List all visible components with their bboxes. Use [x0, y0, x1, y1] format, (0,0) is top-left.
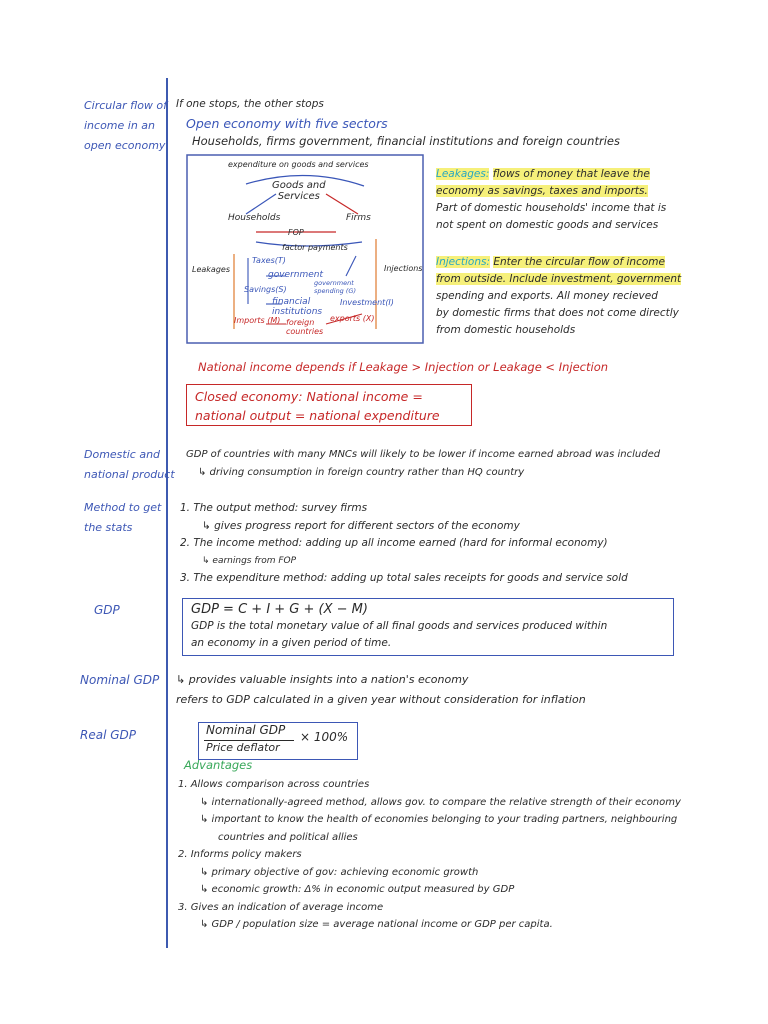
method-line: ↳ earnings from FOP [202, 555, 297, 566]
note-line: from domestic households [436, 324, 576, 336]
methods-list [180, 500, 628, 588]
note-line: Enter the circular flow of income [493, 256, 665, 268]
diagram-firms: Firms [346, 213, 371, 223]
domestic-notes [186, 446, 660, 482]
national-income-line: National income depends if Leakage > Injection or Leakage < Injection [198, 360, 609, 374]
closed-economy-box [186, 384, 472, 426]
advantage-line: 3. Gives an indication of average income [178, 901, 384, 913]
diagram-text: institutions [272, 307, 323, 317]
diagram-taxes: Taxes(T) [252, 256, 286, 265]
diagram-text: spending (G) [314, 287, 356, 295]
sidebar-text: income in an [84, 119, 156, 132]
advantage-line: 1. Allows comparison across countries [178, 779, 370, 790]
nominal-line: ↳ provides valuable insights into a nation's economy [176, 673, 469, 686]
diagram-foreign [286, 318, 323, 336]
leakages-title: Leakages: [436, 168, 490, 180]
diagram-imports: Imports (M) [234, 316, 281, 325]
intro-line: If one stops, the other stops [176, 98, 324, 110]
diagram-exports: exports (X) [330, 314, 375, 323]
sidebar-text: national product [84, 468, 175, 481]
advantage-line: ↳ GDP / population size = average national income or GDP per capita. [200, 919, 553, 930]
diagram-goods [272, 180, 326, 202]
diagram-savings: Savings(S) [244, 285, 287, 294]
advantages-list [178, 776, 681, 934]
diagram-text: government [314, 279, 354, 287]
gdp-formula: GDP = C + I + G + (X − M) [191, 602, 368, 617]
gdp-definition-box [182, 598, 674, 656]
arrow [326, 194, 358, 214]
advantage-line: ↳ important to know the health of economies belonging to your trading partners, neighbouring [200, 814, 678, 825]
note-line: flows of money that leave the [492, 168, 650, 180]
advantages-title: Advantages [184, 758, 253, 772]
note-line: by domestic firms that does not come directly [436, 307, 679, 319]
method-line: 1. The output method: survey firms [180, 502, 368, 514]
gdp-definition-line: an economy in a given period of time. [191, 637, 392, 649]
diagram-text: Services [277, 191, 320, 202]
sidebar-text: Circular flow of [84, 99, 168, 112]
diagram-expenditure: expenditure on goods and services [228, 160, 369, 169]
real-gdp-numerator: Nominal GDP [206, 723, 286, 737]
closed-economy-line: national output = national expenditure [195, 408, 440, 423]
arrow [346, 256, 356, 276]
sidebar-text: Method to get [84, 501, 162, 514]
margin-line [166, 78, 168, 948]
diagram-investment: Investment(I) [340, 298, 394, 307]
diagram-text: financial [272, 297, 311, 307]
domestic-line: ↳ driving consumption in foreign country rather than HQ country [198, 467, 525, 478]
injections-note [436, 254, 681, 339]
closed-economy-line: Closed economy: National income = [195, 389, 423, 404]
method-line: 3. The expenditure method: adding up total sales receipts for goods and service sold [180, 572, 628, 584]
diagram-fop: FOP [288, 228, 304, 237]
advantage-line: ↳ internationally-agreed method, allows gov. to compare the relative strength of their economy [200, 796, 681, 808]
nominal-line: refers to GDP calculated in a given year without consideration for inflation [176, 693, 586, 706]
diagram-factor-payments: factor payments [282, 243, 348, 252]
sidebar-gdp: GDP [94, 603, 120, 617]
diagram-households: Households [228, 213, 281, 223]
injections-title: Injections: [436, 256, 491, 268]
section-title: Open economy with five sectors [186, 116, 388, 131]
note-line: not spent on domestic goods and services [436, 219, 659, 231]
advantage-line: countries and political allies [218, 831, 358, 843]
note-line: from outside. Include investment, government [436, 273, 682, 285]
advantage-line: ↳ primary objective of gov: achieving economic growth [200, 866, 479, 878]
real-gdp-denominator: Price deflator [206, 741, 280, 754]
sidebar-circular-flow [84, 96, 167, 156]
method-line: 2. The income method: adding up all income earned (hard for informal economy) [180, 537, 608, 549]
note-line: economy as savings, taxes and imports. [436, 185, 648, 197]
diagram-financial [272, 297, 322, 317]
diagram-text: Goods and [272, 180, 326, 191]
gdp-definition-line: GDP is the total monetary value of all final goods and services produced within [191, 620, 608, 632]
diagram-text: foreign [286, 318, 315, 327]
advantage-line: 2. Informs policy makers [178, 849, 302, 860]
leakages-note [436, 166, 666, 234]
sidebar-text: open economy [84, 139, 166, 152]
diagram-gov-spending [314, 279, 356, 295]
real-gdp-multiplier: × 100% [300, 730, 349, 744]
sidebar-domestic [84, 445, 175, 485]
note-line: spending and exports. All money recieved [436, 290, 658, 302]
sidebar-real-gdp: Real GDP [80, 728, 136, 742]
diagram-leakages: Leakages [192, 265, 230, 274]
sidebar-method [84, 498, 161, 538]
sidebar-text: the stats [84, 521, 133, 534]
note-line: Part of domestic households' income that is [436, 202, 667, 214]
diagram-text: countries [286, 327, 324, 336]
diagram-injections: Injections [384, 264, 423, 273]
sectors-line: Households, firms government, financial institutions and foreign countries [192, 134, 620, 148]
method-line: ↳ gives progress report for different sectors of the economy [202, 519, 520, 532]
diagram-government: government [268, 270, 324, 280]
domestic-line: GDP of countries with many MNCs will likely to be lower if income earned abroad was included [186, 449, 661, 460]
sidebar-nominal-gdp: Nominal GDP [80, 673, 160, 687]
nominal-notes [176, 670, 586, 710]
advantage-line: ↳ economic growth: Δ% in economic output measured by GDP [200, 884, 515, 895]
sidebar-text: Domestic and [84, 448, 161, 461]
